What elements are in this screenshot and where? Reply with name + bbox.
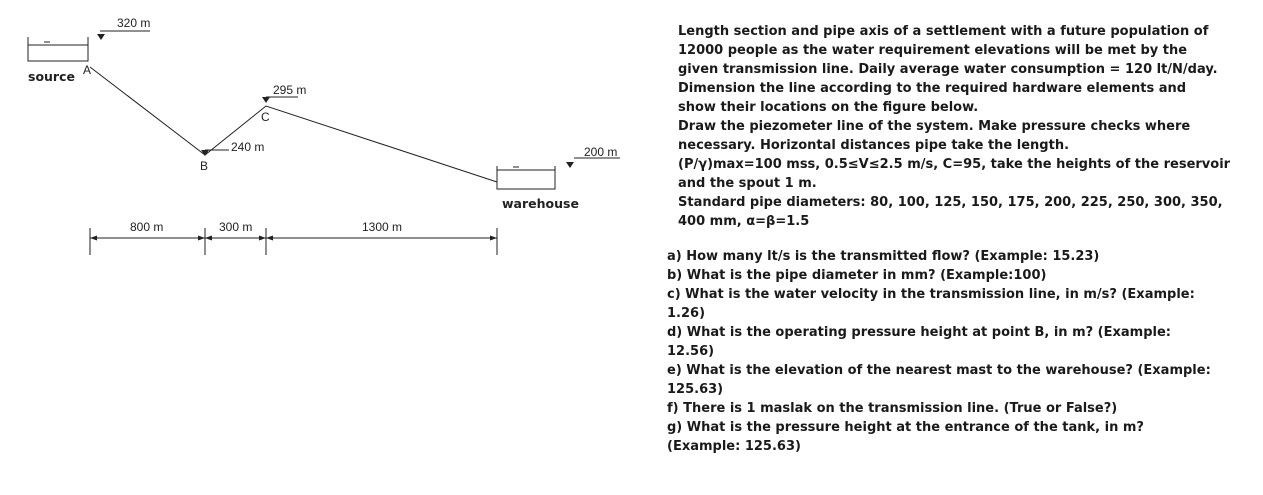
problem-statement bbox=[678, 22, 1231, 231]
problem-line: (P/γ)max=100 mss, 0.5≤V≤2.5 m/s, C=95, take the heights of the reservoir bbox=[678, 157, 1231, 172]
problem-line: Standard pipe diameters: 80, 100, 125, 150, 175, 200, 225, 250, 300, 350, bbox=[678, 195, 1223, 210]
warehouse-elevation-marker bbox=[566, 158, 620, 168]
point-c-label: C bbox=[261, 110, 270, 124]
question-line: f) There is 1 maslak on the transmission line. (True or False?) bbox=[667, 401, 1118, 416]
distance-c-warehouse-label: 1300 m bbox=[362, 220, 403, 234]
question-line: b) What is the pipe diameter in mm? (Example:100) bbox=[667, 268, 1047, 283]
source-label: source bbox=[28, 69, 75, 84]
problem-line: and the spout 1 m. bbox=[678, 176, 817, 191]
problem-line: 12000 people as the water requirement elevations will be met by the bbox=[678, 43, 1188, 58]
question-line: (Example: 125.63) bbox=[667, 439, 801, 454]
question-line: d) What is the operating pressure height at point B, in m? (Example: bbox=[667, 325, 1171, 340]
point-a-label: A bbox=[83, 63, 92, 77]
problem-line: show their locations on the figure below. bbox=[678, 100, 979, 115]
problem-line: necessary. Horizontal distances pipe take the length. bbox=[678, 138, 1070, 153]
source-elevation-label: 320 m bbox=[117, 16, 151, 30]
problem-line: given transmission line. Daily average water consumption = 120 lt/N/day. bbox=[678, 62, 1218, 77]
c-elevation-marker bbox=[262, 97, 298, 103]
source-elevation-marker bbox=[97, 31, 150, 40]
distance-ab-label: 800 m bbox=[130, 220, 164, 234]
point-b-label: B bbox=[200, 159, 209, 173]
problem-line: 400 mm, α=β=1.5 bbox=[678, 214, 810, 229]
question-line: e) What is the elevation of the nearest mast to the warehouse? (Example: bbox=[667, 363, 1211, 378]
problem-line: Draw the piezometer line of the system. Make pressure checks where bbox=[678, 119, 1191, 134]
problem-line: Dimension the line according to the required hardware elements and bbox=[678, 81, 1187, 96]
warehouse-elevation-label: 200 m bbox=[584, 145, 618, 159]
source-reservoir bbox=[28, 37, 88, 61]
b-elevation-marker bbox=[201, 150, 229, 156]
question-line: a) How many lt/s is the transmitted flow? (Example: 15.23) bbox=[667, 249, 1100, 264]
warehouse-label: warehouse bbox=[502, 196, 579, 211]
question-line: c) What is the water velocity in the transmission line, in m/s? (Example: bbox=[667, 287, 1195, 302]
question-line: 12.56) bbox=[667, 344, 715, 359]
distance-bc-label: 300 m bbox=[219, 220, 253, 234]
question-line: g) What is the pressure height at the entrance of the tank, in m? bbox=[667, 420, 1144, 435]
question-line: 1.26) bbox=[667, 306, 706, 321]
b-elevation-label: 240 m bbox=[231, 140, 265, 154]
c-elevation-label: 295 m bbox=[273, 83, 307, 97]
warehouse-reservoir bbox=[497, 166, 555, 189]
question-line: 125.63) bbox=[667, 382, 724, 397]
questions-list bbox=[667, 247, 1211, 456]
problem-line: Length section and pipe axis of a settlement with a future population of bbox=[678, 24, 1209, 39]
